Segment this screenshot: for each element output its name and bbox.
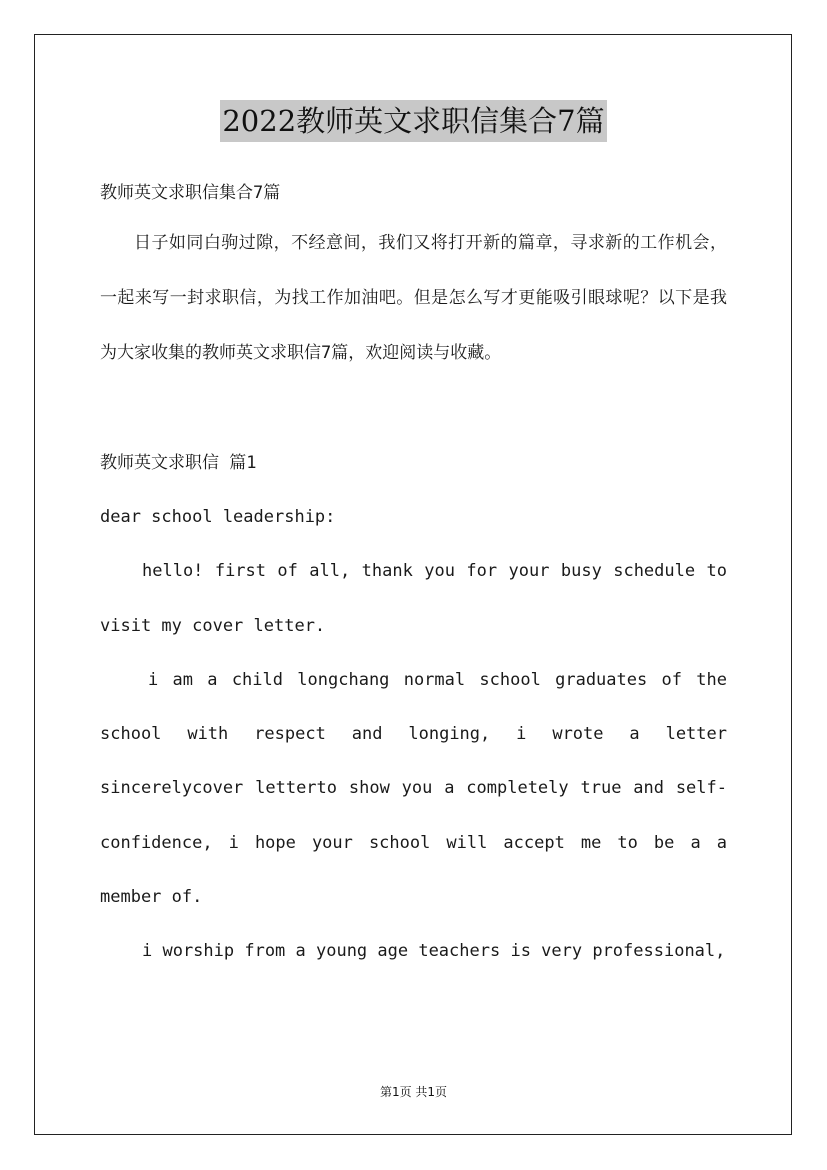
document-title: 2022教师英文求职信集合7篇	[220, 100, 606, 142]
letter-paragraph: i worship from a young age teachers is very professional,	[142, 941, 726, 962]
section-heading: 教师英文求职信 篇1	[100, 453, 257, 473]
page-footer: 第1页 共1页	[379, 1085, 448, 1099]
salutation: dear school leadership:	[100, 507, 336, 527]
title-container	[0, 100, 827, 142]
letter-paragraph: hello! first of all, thank you for your busy schedule to visit my cover letter.	[100, 561, 727, 636]
section-spacer	[100, 381, 727, 436]
document-body	[100, 170, 727, 979]
intro-paragraph: 日子如同白驹过隙，不经意间，我们又将打开新的篇章，寻求新的工作机会，一起来写一封求职信，为找工作加油吧。但是怎么写才更能吸引眼球呢？以下是我为大家收集的教师英文求职信7篇，欢迎阅读与收藏。	[100, 233, 727, 363]
document-subtitle: 教师英文求职信集合7篇	[100, 183, 281, 203]
letter-paragraph: i am a child longchang normal school graduates of the school with respect and longing, i wrote a letter sincerelycover letterto show you a completely true and self-confidence, i hope your school will accept me to be a a member of.	[100, 669, 727, 908]
